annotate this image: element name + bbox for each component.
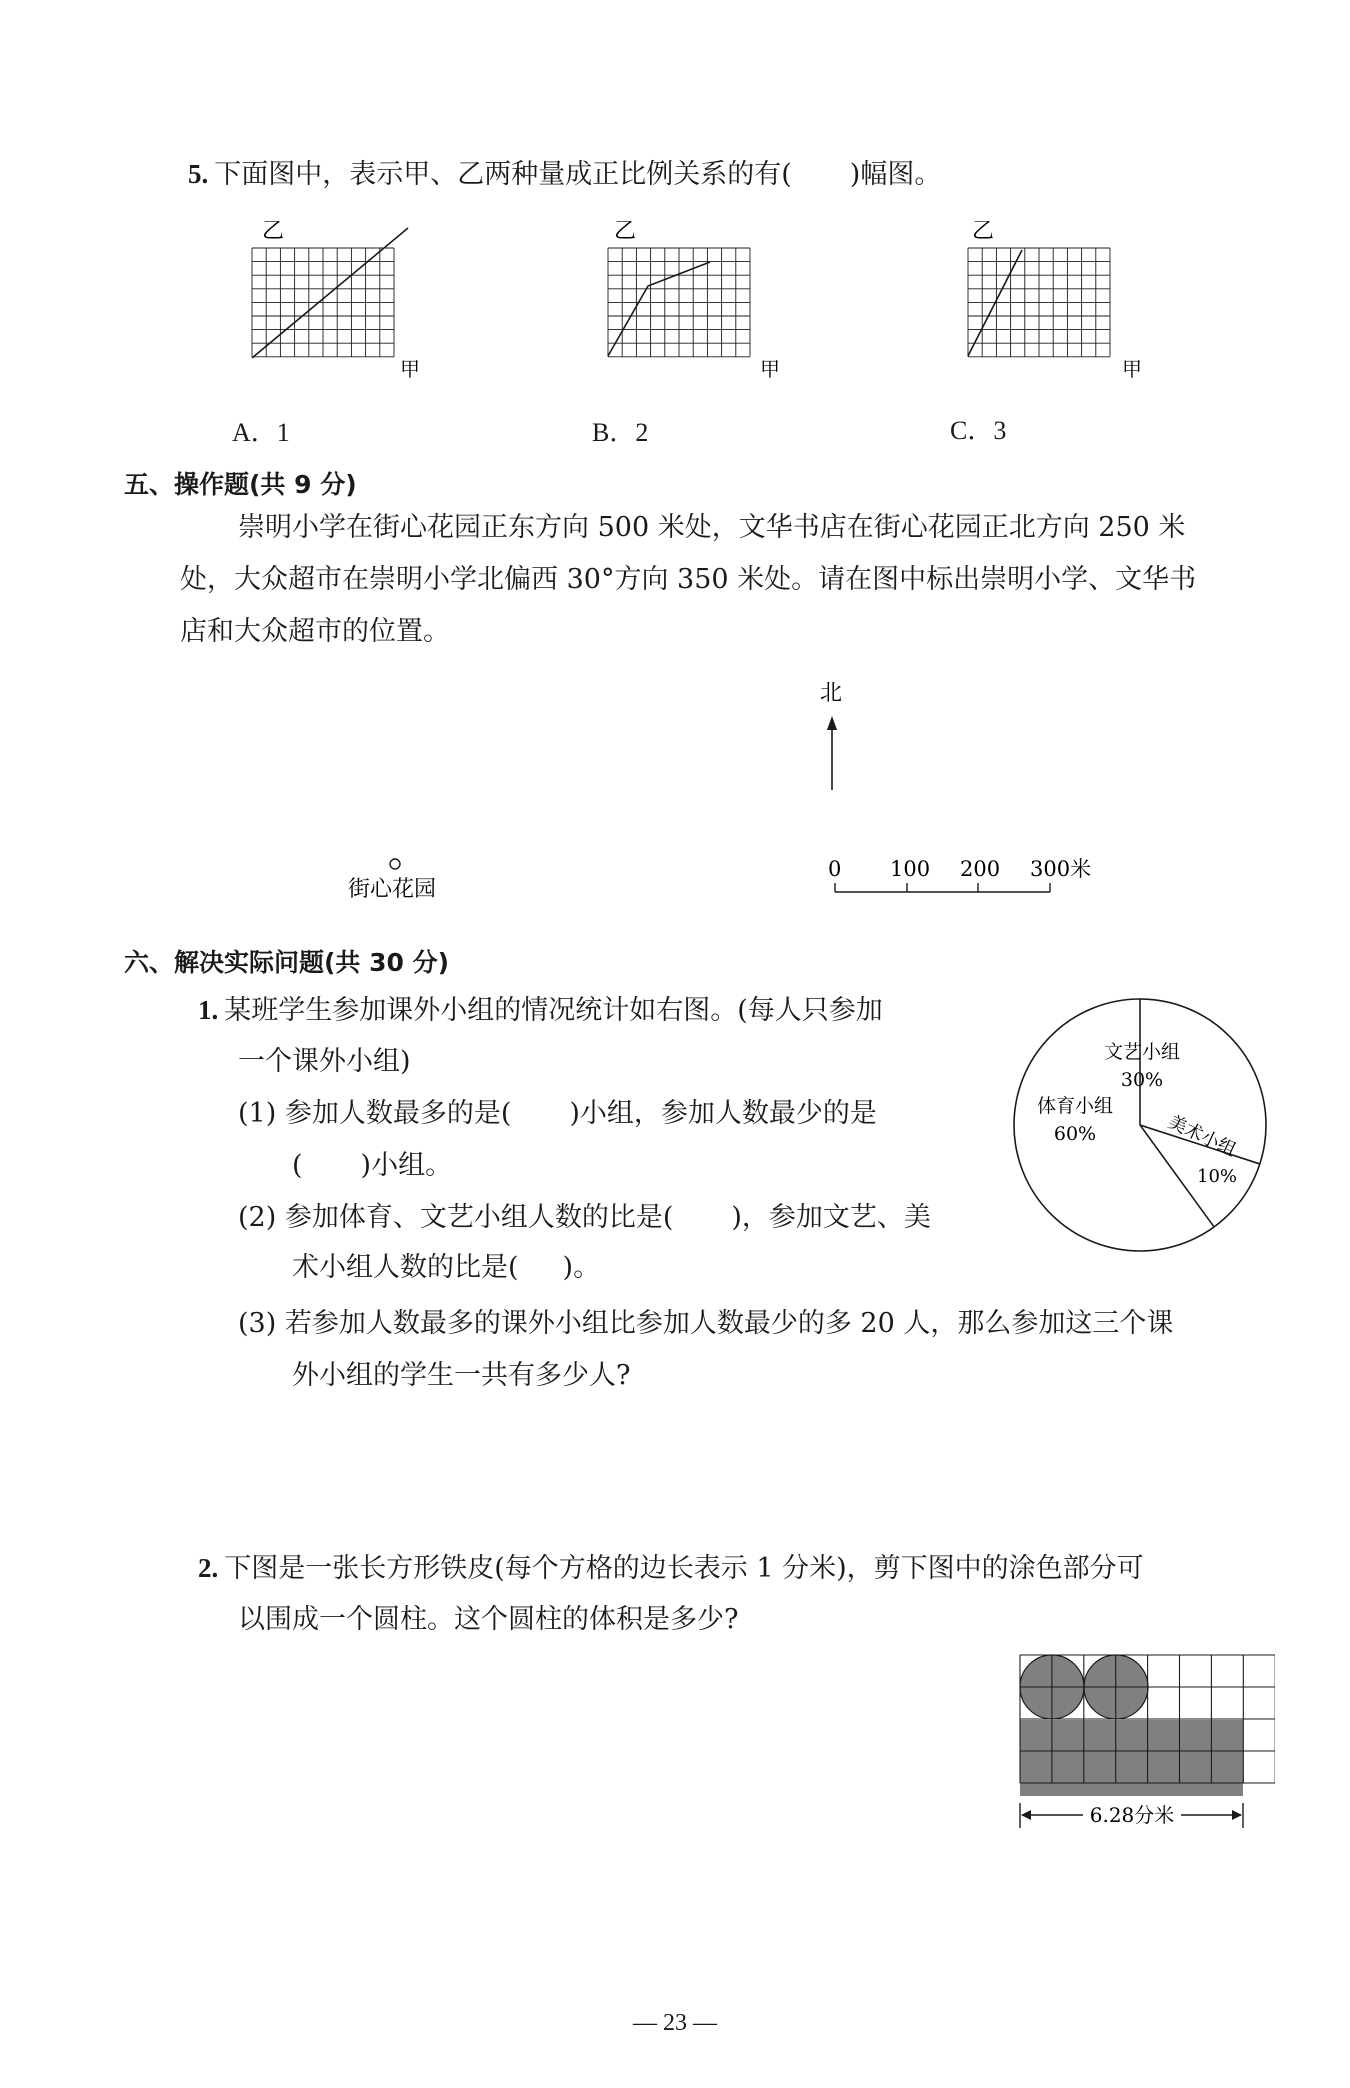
s6q1-p1-line-2 xyxy=(292,1148,452,1184)
origin-label: 街心花园 xyxy=(348,877,437,902)
s6q1-p1-text-c: ( xyxy=(292,1150,303,1181)
graph-b-grid xyxy=(608,248,750,357)
s6q1-p2-text-c: 术小组人数的比是( xyxy=(292,1252,519,1283)
pie-percent-tiyu: 60% xyxy=(1053,1123,1097,1145)
s6q1-p2-text-b: )，参加文艺、美 xyxy=(731,1202,931,1233)
q5-graph-b xyxy=(598,216,798,386)
s6q2-text-1: 下图是一张长方形铁皮(每个方格的边长表示 1 分米)，剪下图中的涂色部分可 xyxy=(224,1553,1144,1584)
shaded-rectangle xyxy=(1020,1720,1243,1796)
graph-b-x-label: 甲 xyxy=(760,357,780,381)
dim-arrow-right-icon xyxy=(1232,1810,1242,1820)
s6q1-number: 1. xyxy=(198,995,219,1025)
tin-sheet-figure xyxy=(1005,1648,1275,1848)
s6q2-number: 2. xyxy=(198,1553,219,1583)
dim-arrow-left-icon xyxy=(1021,1810,1031,1820)
q5-option-c[interactable]: C．3 xyxy=(950,416,1007,445)
graph-a-y-label: 乙 xyxy=(262,219,285,244)
section5-line-1: 崇明小学在街心花园正东方向 500 米处，文华书店在街心花园正北方向 250 米 xyxy=(238,512,1186,543)
section6-title: 六、解决实际问题(共 30 分) xyxy=(124,948,450,977)
s6q1-text-1: 某班学生参加课外小组的情况统计如右图。(每人只参加 xyxy=(224,995,883,1026)
s6q1-p2-text-a: (2) 参加体育、文艺小组人数的比是( xyxy=(238,1202,674,1233)
s6q2-line-2: 以围成一个圆柱。这个圆柱的体积是多少? xyxy=(238,1604,739,1635)
s6q1-p2-line-2 xyxy=(292,1250,600,1286)
graph-a-x-label: 甲 xyxy=(400,357,420,381)
s6q1-p3-line: (3) 若参加人数最多的课外小组比参加人数最少的多 20 人，那么参加这三个课 xyxy=(238,1308,1174,1339)
graph-b-y-label: 乙 xyxy=(614,219,637,244)
s6q1-line-1 xyxy=(198,992,883,1029)
pie-label-wenyi: 文艺小组 xyxy=(1103,1041,1181,1063)
s6q2-line-1 xyxy=(198,1550,1144,1587)
section5-line-3: 店和大众超市的位置。 xyxy=(180,616,450,647)
q5-text-a: 下面图中，表示甲、乙两种量成正比例关系的有( xyxy=(214,159,792,190)
north-arrow-icon xyxy=(827,716,837,730)
q5-text-b: )幅图。 xyxy=(849,159,942,190)
q5-option-a[interactable]: A．1 xyxy=(232,418,290,447)
s6q1-p2-text-d: )。 xyxy=(562,1252,601,1283)
graph-c-grid xyxy=(968,248,1110,357)
pie-percent-meishu: 10% xyxy=(1197,1166,1238,1187)
pie-chart xyxy=(1005,990,1275,1260)
q5-line xyxy=(188,156,941,193)
s6q1-p3-line-2: 外小组的学生一共有多少人? xyxy=(292,1360,631,1391)
s6q1-p1-text-d: )小组。 xyxy=(360,1150,453,1181)
graph-b-line xyxy=(608,262,710,356)
s6q1-p1-line xyxy=(238,1096,877,1132)
page-number: — 23 — xyxy=(633,2010,717,2036)
section5-map[interactable] xyxy=(0,680,1350,920)
graph-c-y-label: 乙 xyxy=(972,219,995,244)
graph-a-line xyxy=(252,228,408,358)
s6q1-p1-text-b: )小组，参加人数最少的是 xyxy=(569,1098,877,1129)
s6q1-p2-line xyxy=(238,1200,931,1236)
scale-label-100: 100 xyxy=(890,857,931,881)
origin-point xyxy=(390,859,400,869)
pie-percent-wenyi: 30% xyxy=(1120,1069,1164,1091)
section5-title: 五、操作题(共 9 分) xyxy=(124,470,357,499)
graph-c-x-label: 甲 xyxy=(1122,357,1142,381)
graph-c-line xyxy=(968,250,1022,356)
q5-graph-c xyxy=(958,216,1158,386)
north-label: 北 xyxy=(820,681,843,706)
dimension-label: 6.28分米 xyxy=(1089,1803,1175,1827)
pie-slices xyxy=(1014,999,1266,1251)
section5-line-2: 处，大众超市在崇明小学北偏西 30°方向 350 米处。请在图中标出崇明小学、文华书 xyxy=(180,564,1197,595)
pie-label-meishu: 美术小组 xyxy=(1164,1111,1240,1161)
s6q1-p1-text-a: (1) 参加人数最多的是( xyxy=(238,1098,512,1129)
q5-number: 5. xyxy=(188,159,209,189)
q5-graph-a xyxy=(240,216,440,386)
scale-label-200: 200 xyxy=(960,857,1001,881)
scale-label-300: 300米 xyxy=(1030,857,1092,881)
pie-label-tiyu: 体育小组 xyxy=(1036,1095,1114,1117)
q5-option-b[interactable]: B．2 xyxy=(592,418,649,447)
scale-label-0: 0 xyxy=(828,857,842,881)
s6q1-line-2: 一个课外小组) xyxy=(238,1046,411,1077)
